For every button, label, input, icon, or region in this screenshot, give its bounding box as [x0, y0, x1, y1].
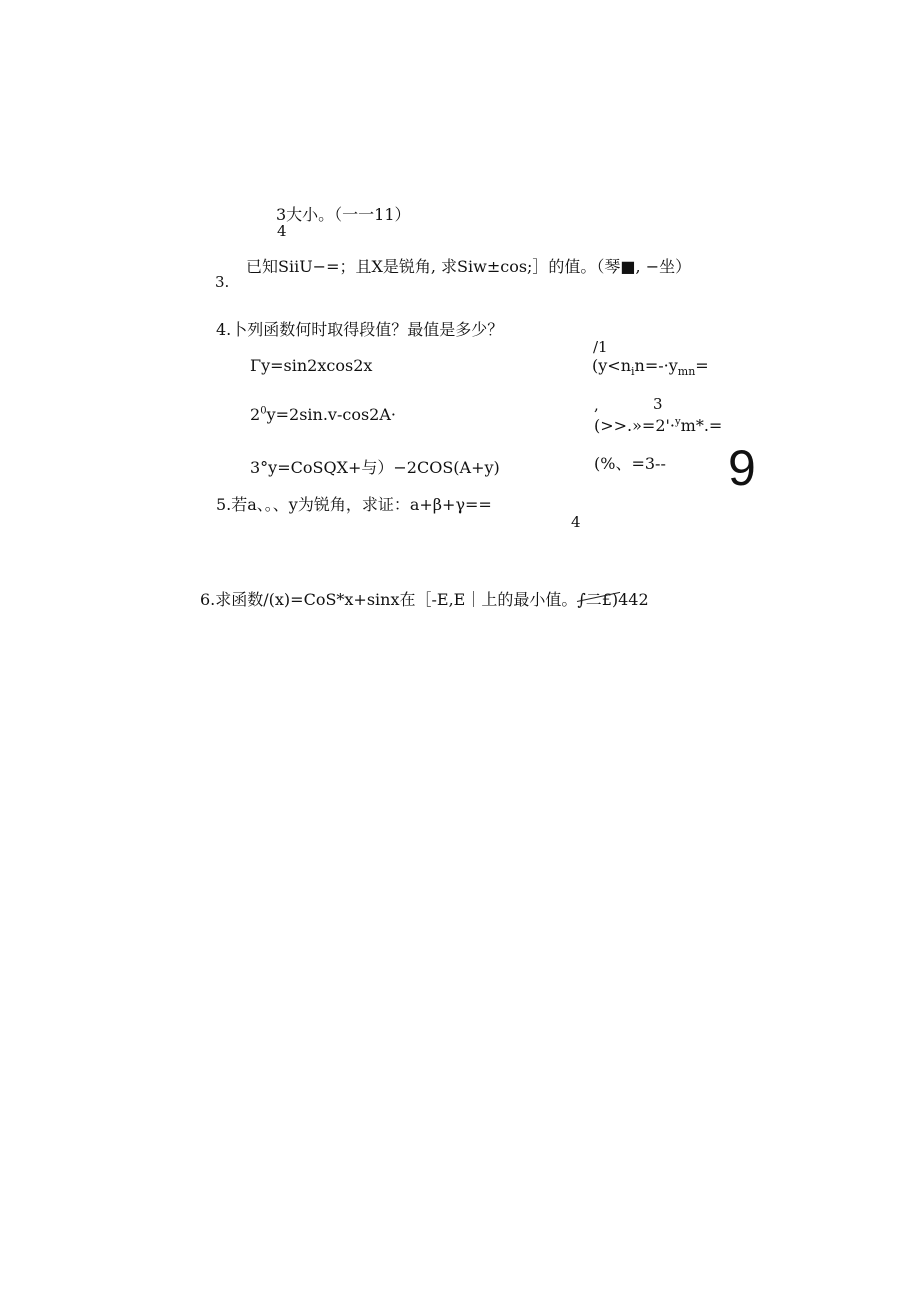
problem-2-tail: 3大小。（一一11）: [276, 205, 411, 224]
problem-4-part-3: 3°y=CoSQX+与）−2COS(A+y): [250, 458, 500, 477]
part-2-superscript: 0: [260, 405, 267, 417]
answer-2-comma: ,: [594, 396, 599, 414]
answer-2-part-a: (>>.»=2'·: [594, 416, 675, 435]
problem-5-text: 5.若a、。、y为锐角，求证：a+β+γ==: [216, 495, 492, 514]
problem-6-crossed-note: [577, 592, 618, 608]
problem-6-text: [200, 592, 649, 608]
answer-2-superscript: y: [675, 416, 681, 428]
answer-1-part-c: =: [695, 356, 709, 375]
answer-1-fraction-top: /1: [593, 338, 608, 356]
crossed-note-text: ∫二£): [577, 590, 619, 609]
problem-3-text: 已知SiiU−=；且X是锐角, 求Siw±cos;］的值。（琴■, −坐）: [246, 257, 692, 276]
problem-5-fraction-denominator: 4: [571, 513, 581, 531]
part-2-number: 2: [250, 405, 261, 424]
page-number: 9: [728, 440, 756, 496]
part-2-formula: y=2sin.v-cos2A·: [266, 405, 396, 424]
answer-1: [592, 356, 709, 379]
problem-3-number: 3.: [215, 273, 230, 291]
problem-6-tail-number: 442: [618, 590, 649, 609]
answer-2: [594, 418, 722, 434]
answer-2-fraction-top: 3: [653, 395, 663, 413]
answer-1-sub-2: mn: [677, 365, 696, 379]
problem-4-part-1: Γy=sin2xcos2x: [250, 356, 373, 375]
answer-2-part-b: m*.=: [680, 416, 723, 435]
answer-3: (%、=3--: [594, 454, 666, 473]
problem-4-heading: 4.卜列函数何时取得段值？最值是多少？: [216, 320, 504, 339]
problem-4-part-2: [250, 407, 396, 423]
problem-6-main: 6.求函数/(x)=CoS*x+sinx在［-E,E｜上的最小值。: [200, 590, 578, 609]
answer-1-part-b: n=-·y: [634, 356, 678, 375]
problem-2-fraction-denominator: 4: [277, 222, 287, 240]
answer-1-part-a: (y<n: [592, 356, 631, 375]
answer-1-sub-1: i: [631, 365, 635, 379]
